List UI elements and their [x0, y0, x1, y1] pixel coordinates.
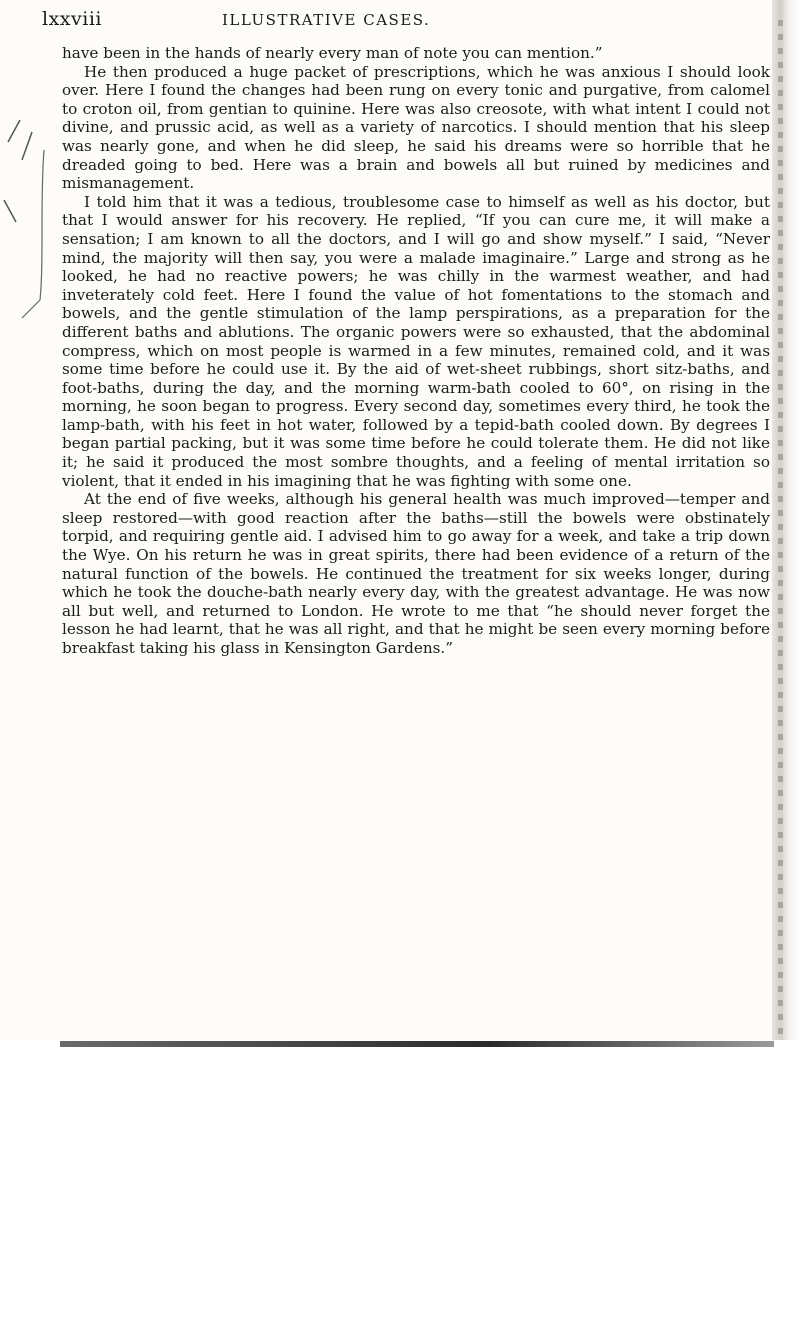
paragraph-1: have been in the hands of nearly every man of note you can mention.”	[62, 44, 603, 62]
paragraph-3: I told him that it was a tedious, troublesome case to himself as well as his doctor, but that I would answer for his recovery. He replied, “If you can cure me, it will make a sensation; I am known to all the doctors, and I will go and show myself.” I said, “Never mind, the majority will then say, you were a malade imaginaire.” Large and strong as he looked, he had no reactive powers; he was chilly in the warmest weather, and had inveterately cold feet. Here I found the value of hot fomentations to the stomach and bowels, and the gentle stimulation of the lamp perspirations, as a preparation for the different baths and ablutions. The organic powers were so exhausted, that the abdominal compress, which on most people is warmed in a few minutes, remained cold, and it was some time before he could use it. By the aid of wet-sheet rubbings, short sitz-baths, and foot-baths, during the day, and the morning warm-bath cooled to 60°, on rising in the morning, he soon began to progress. Every second day, sometimes every third, he took the lamp-bath, with his feet in hot water, followed by a tepid-bath cooled down. By degrees I began partial packing, but it was some time before he could tolerate them. He did not like it; he said it produced the most sombre thoughts, and a feeling of mental irritation so violent, that it ended in his imagining that he was fighting with some one.	[62, 192, 770, 490]
margin-bracket-mark	[0, 0, 62, 600]
bottom-margin	[0, 1040, 800, 1324]
binding-shade	[778, 20, 783, 1040]
page-header	[42, 8, 772, 38]
running-title: ILLUSTRATIVE CASES.	[222, 11, 431, 29]
paragraph-4: At the end of five weeks, although his general health was much improved—temper and sleep restored—with good reaction after the baths—still the bowels were obstinately torpid, and requiring gentle aid. I advised him to go away for a week, and take a trip down the Wye. On his return he was in great spirits, there had been evidence of a return of the natural function of the bowels. He continued the treatment for six weeks longer, during which he took the douche-bath nearly every day, with the greatest advantage. He was now all but well, and returned to London. He wrote to me that “he should never forget the lesson he had learnt, that he was all right, and that he might be seen every morning before breakfast taking his glass in Kensington Gardens.”	[62, 490, 770, 657]
paragraph-2: He then produced a huge packet of prescriptions, which he was anxious I should look over. Here I found the changes had been rung on every tonic and purgative, from calomel to croton oil, from gentian to quinine. Here was also creosote, with what intent I could not divine, and prussic acid, as well as a variety of narcotics. I should mention that his sleep was nearly gone, and when he did sleep, he said his dreams were so horrible that he dreaded going to bed. Here was a brain and bowels all but ruined by medicines and mismanagement.	[62, 62, 770, 193]
scan-edge-rule	[60, 1041, 774, 1047]
page-number: lxxviii	[42, 8, 102, 30]
body-text	[62, 44, 770, 658]
